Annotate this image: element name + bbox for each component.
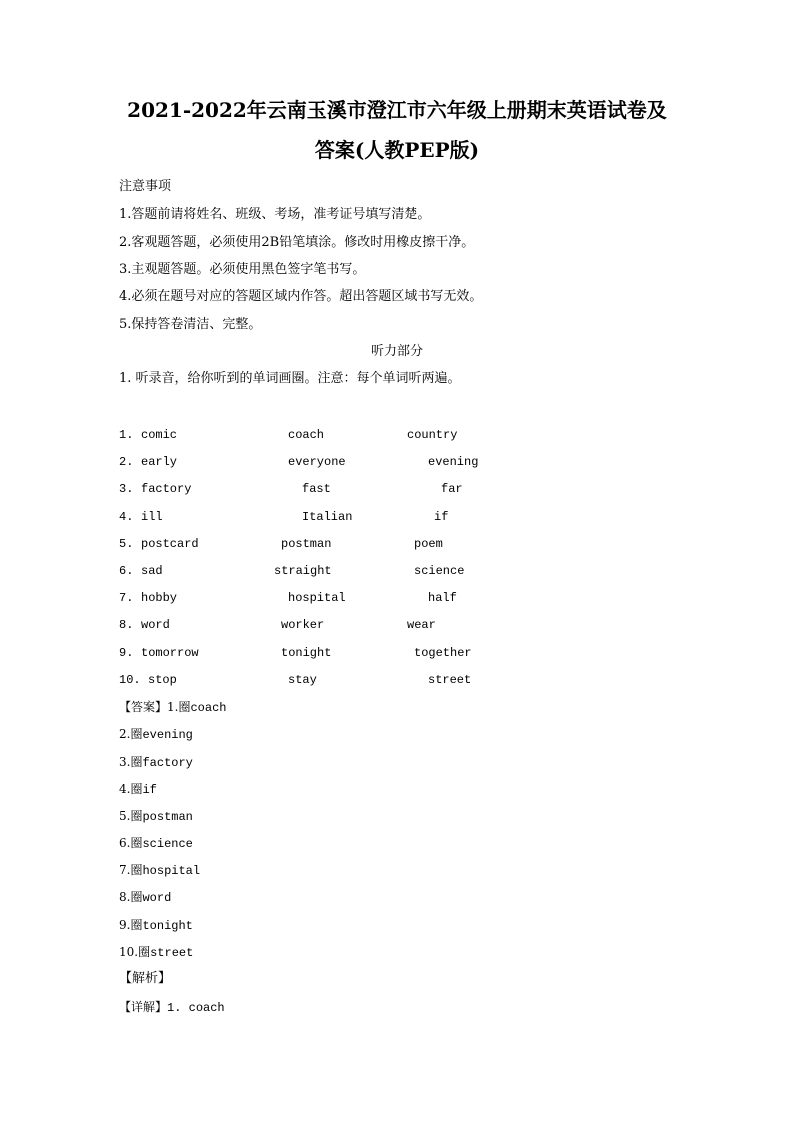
word-option: early bbox=[141, 455, 178, 469]
word-row-number: 3. bbox=[119, 482, 134, 496]
word-row bbox=[0, 563, 794, 579]
answer-number: 8. bbox=[119, 890, 131, 904]
answer-item bbox=[119, 917, 193, 934]
answer-number: 10. bbox=[119, 945, 139, 959]
word-option: if bbox=[434, 510, 449, 524]
word-row bbox=[0, 536, 794, 552]
answer-number: 9. bbox=[119, 918, 131, 932]
word-option: postman bbox=[281, 537, 332, 551]
answer-word: street bbox=[150, 946, 194, 960]
circle-mark: 圈 bbox=[130, 727, 143, 741]
answer-item bbox=[119, 835, 193, 852]
notice-heading: 注意事项 bbox=[119, 179, 172, 194]
circle-mark: 圈 bbox=[130, 863, 143, 877]
circle-mark: 圈 bbox=[130, 755, 143, 769]
answer-item bbox=[119, 754, 193, 771]
answer-word: coach bbox=[190, 701, 227, 715]
word-option: everyone bbox=[288, 455, 346, 469]
section-title: 听力部分 bbox=[370, 344, 423, 359]
circle-mark: 圈 bbox=[130, 890, 143, 904]
word-option: wear bbox=[407, 618, 436, 632]
answer-number: 5. bbox=[119, 809, 131, 823]
word-row bbox=[0, 454, 794, 470]
word-option: comic bbox=[141, 428, 178, 442]
word-option: evening bbox=[428, 455, 479, 469]
answer-item bbox=[119, 862, 200, 879]
answer-word: if bbox=[142, 783, 157, 797]
circle-mark: 圈 bbox=[178, 700, 191, 714]
word-row-number: 9. bbox=[119, 646, 134, 660]
answer-item bbox=[119, 699, 227, 716]
answer-item bbox=[119, 781, 157, 798]
word-option: together bbox=[414, 646, 472, 660]
word-option: Italian bbox=[302, 510, 353, 524]
notice-item: 4.必须在题号对应的答题区域内作答。超出答题区域书写无效。 bbox=[119, 289, 483, 304]
word-option: half bbox=[428, 591, 457, 605]
word-row bbox=[0, 590, 794, 606]
circle-mark: 圈 bbox=[130, 836, 143, 850]
word-row-number: 7. bbox=[119, 591, 134, 605]
word-row-number: 6. bbox=[119, 564, 134, 578]
answer-item bbox=[119, 808, 193, 825]
word-row bbox=[0, 645, 794, 661]
answer-word: science bbox=[142, 837, 193, 851]
question-instruction: 1. 听录音，给你听到的单词画圈。注意：每个单词听两遍。 bbox=[119, 371, 461, 386]
answer-item bbox=[119, 944, 193, 961]
word-row-number: 2. bbox=[119, 455, 134, 469]
word-option: stay bbox=[288, 673, 317, 687]
word-row-number: 8. bbox=[119, 618, 134, 632]
answer-number: 2. bbox=[119, 727, 131, 741]
circle-mark: 圈 bbox=[130, 918, 143, 932]
word-row bbox=[0, 427, 794, 443]
word-option: science bbox=[414, 564, 465, 578]
notice-item: 2.客观题答题，必须使用2B铅笔填涂。修改时用橡皮擦干净。 bbox=[119, 235, 475, 250]
word-option: factory bbox=[141, 482, 192, 496]
answer-item bbox=[119, 889, 171, 906]
answer-number: 4. bbox=[119, 782, 131, 796]
word-row-number: 5. bbox=[119, 537, 134, 551]
word-option: tonight bbox=[281, 646, 332, 660]
circle-mark: 圈 bbox=[138, 945, 151, 959]
answer-word: tonight bbox=[142, 919, 193, 933]
word-row bbox=[0, 617, 794, 633]
word-option: street bbox=[428, 673, 472, 687]
answer-number: 6. bbox=[119, 836, 131, 850]
answer-word: hospital bbox=[142, 864, 201, 878]
detail-line bbox=[119, 999, 225, 1016]
document-title-line-1: 2021-2022年云南玉溪市澄江市六年级上册期末英语试卷及 bbox=[127, 98, 667, 122]
notice-item: 5.保持答卷清洁、完整。 bbox=[119, 317, 262, 332]
detail-text: 1. coach bbox=[167, 1001, 225, 1015]
word-option: coach bbox=[288, 428, 325, 442]
notice-item: 1.答题前请将姓名、班级、考场，准考证号填写清楚。 bbox=[119, 207, 431, 222]
answer-number: 1. bbox=[167, 700, 179, 714]
word-option: ill bbox=[141, 510, 163, 524]
document-title-line-2: 答案(人教PEP版) bbox=[314, 138, 480, 162]
detail-label: 【详解】 bbox=[119, 1000, 168, 1014]
word-option: postcard bbox=[141, 537, 199, 551]
answer-word: evening bbox=[142, 728, 193, 742]
answer-label: 【答案】 bbox=[119, 700, 168, 714]
notice-item: 3.主观题答题。必须使用黑色签字笔书写。 bbox=[119, 262, 366, 277]
answer-number: 3. bbox=[119, 755, 131, 769]
answer-number: 7. bbox=[119, 863, 131, 877]
word-option: fast bbox=[302, 482, 331, 496]
circle-mark: 圈 bbox=[130, 782, 143, 796]
circle-mark: 圈 bbox=[130, 809, 143, 823]
word-option: straight bbox=[274, 564, 332, 578]
word-option: poem bbox=[414, 537, 443, 551]
word-row-number: 1. bbox=[119, 428, 134, 442]
word-option: word bbox=[141, 618, 170, 632]
answer-word: word bbox=[142, 891, 172, 905]
answer-word: postman bbox=[142, 810, 193, 824]
answer-word: factory bbox=[142, 756, 193, 770]
analysis-label: 【解析】 bbox=[119, 971, 172, 986]
word-option: sad bbox=[141, 564, 163, 578]
word-row-number: 10. bbox=[119, 673, 141, 687]
word-option: far bbox=[441, 482, 463, 496]
word-option: stop bbox=[148, 673, 177, 687]
word-option: hospital bbox=[288, 591, 346, 605]
word-row bbox=[0, 672, 794, 688]
answer-item bbox=[119, 726, 193, 743]
word-row-number: 4. bbox=[119, 510, 134, 524]
word-row bbox=[0, 509, 794, 525]
word-row bbox=[0, 481, 794, 497]
word-option: tomorrow bbox=[141, 646, 199, 660]
word-option: country bbox=[407, 428, 458, 442]
word-option: hobby bbox=[141, 591, 178, 605]
word-option: worker bbox=[281, 618, 325, 632]
